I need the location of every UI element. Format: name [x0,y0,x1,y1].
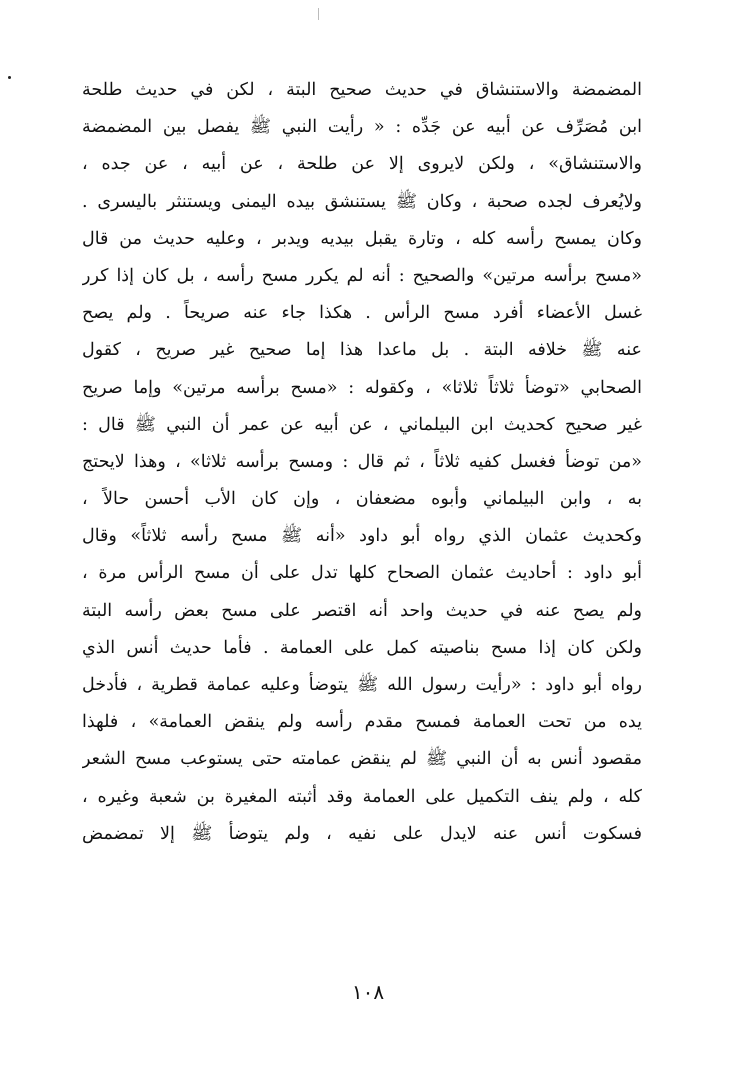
text-line: ولم يصح عنه في حديث واحد أنه اقتصر على مسح بعض رأسه البتة [82,600,642,621]
text-line: الصحابي «توضأ ثلاثاً ثلاثا» ، وكقوله : «مسح برأسه مرتين» وإما صريح [82,377,642,398]
text-line: المضمضة والاستنشاق في حديث صحيح البتة ، لكن في حديث طلحة [82,80,642,100]
text-line: فسكوت أنس عنه لايدل على نفيه ، ولم يتوضأ ﷺ إلا تمضمض [82,823,642,844]
text-line: وكحديث عثمان الذي رواه أبو داود «أنه ﷺ مسح رأسه ثلاثاً» وقال [82,526,642,547]
body-text [82,72,642,853]
page-number: ١٠٨ [351,980,385,1004]
text-line: كله ، ولم ينف التكميل على العمامة وقد أثبته المغيرة بن شعبة وغيره ، [82,786,642,807]
text-line: وكان يمسح رأسه كله ، وتارة يقبل بيديه ويدبر ، وعليه حديث من قال [82,228,642,249]
text-line: مقصود أنس به أن النبي ﷺ لم ينقض عمامته حتى يستوعب مسح الشعر [82,749,642,770]
text-line: رواه أبو داود : «رأيت رسول الله ﷺ يتوضأ وعليه عمامة قطرية ، فأدخل [82,675,642,695]
text-line: «من توضأ فغسل كفيه ثلاثاً ، ثم قال : ومسح برأسه ثلاثا» ، وهذا لايحتج [82,451,642,472]
text-line: «مسح برأسه مرتين» والصحيح : أنه لم يكرر مسح رأسه ، بل كان إذا كرر [82,265,642,286]
text-line: ابن مُصَرِّف عن أبيه عن جَدِّه : « رأيت النبي ﷺ يفصل بين المضمضة [82,117,642,138]
text-line: أبو داود : أحاديث عثمان الصحاح كلها تدل على أن مسح الرأس مرة ، [82,563,642,584]
text-line: يده من تحت العمامة فمسح مقدم رأسه ولم ينقض العمامة» ، فلهذا [82,712,642,733]
scan-mark [318,8,319,20]
text-line: والاستنشاق» ، ولكن لايروى إلا عن طلحة ، عن أبيه ، عن جده ، [82,154,642,175]
text-line: ولكن كان إذا مسح بناصيته كمل على العمامة . فأما حديث أنس الذي [82,637,642,658]
text-line: غسل الأعضاء أفرد مسح الرأس . هكذا جاء عنه صريحاً . ولم يصح [82,303,642,324]
scan-dot [8,76,11,79]
text-line: ولايُعرف لجده صحبة ، وكان ﷺ يستنشق بيده اليمنى ويستنثر باليسرى . [82,191,642,212]
text-line: غير صحيح كحديث ابن البيلماني ، عن أبيه عن عمر أن النبي ﷺ قال : [82,414,642,435]
text-line: به ، وابن البيلماني وأبوه مضعفان ، وإن كان الأب أحسن حالاً ، [82,489,642,510]
text-line: عنه ﷺ خلافه البتة . بل ماعدا هذا إما صحيح غير صريح ، كقول [82,340,642,361]
